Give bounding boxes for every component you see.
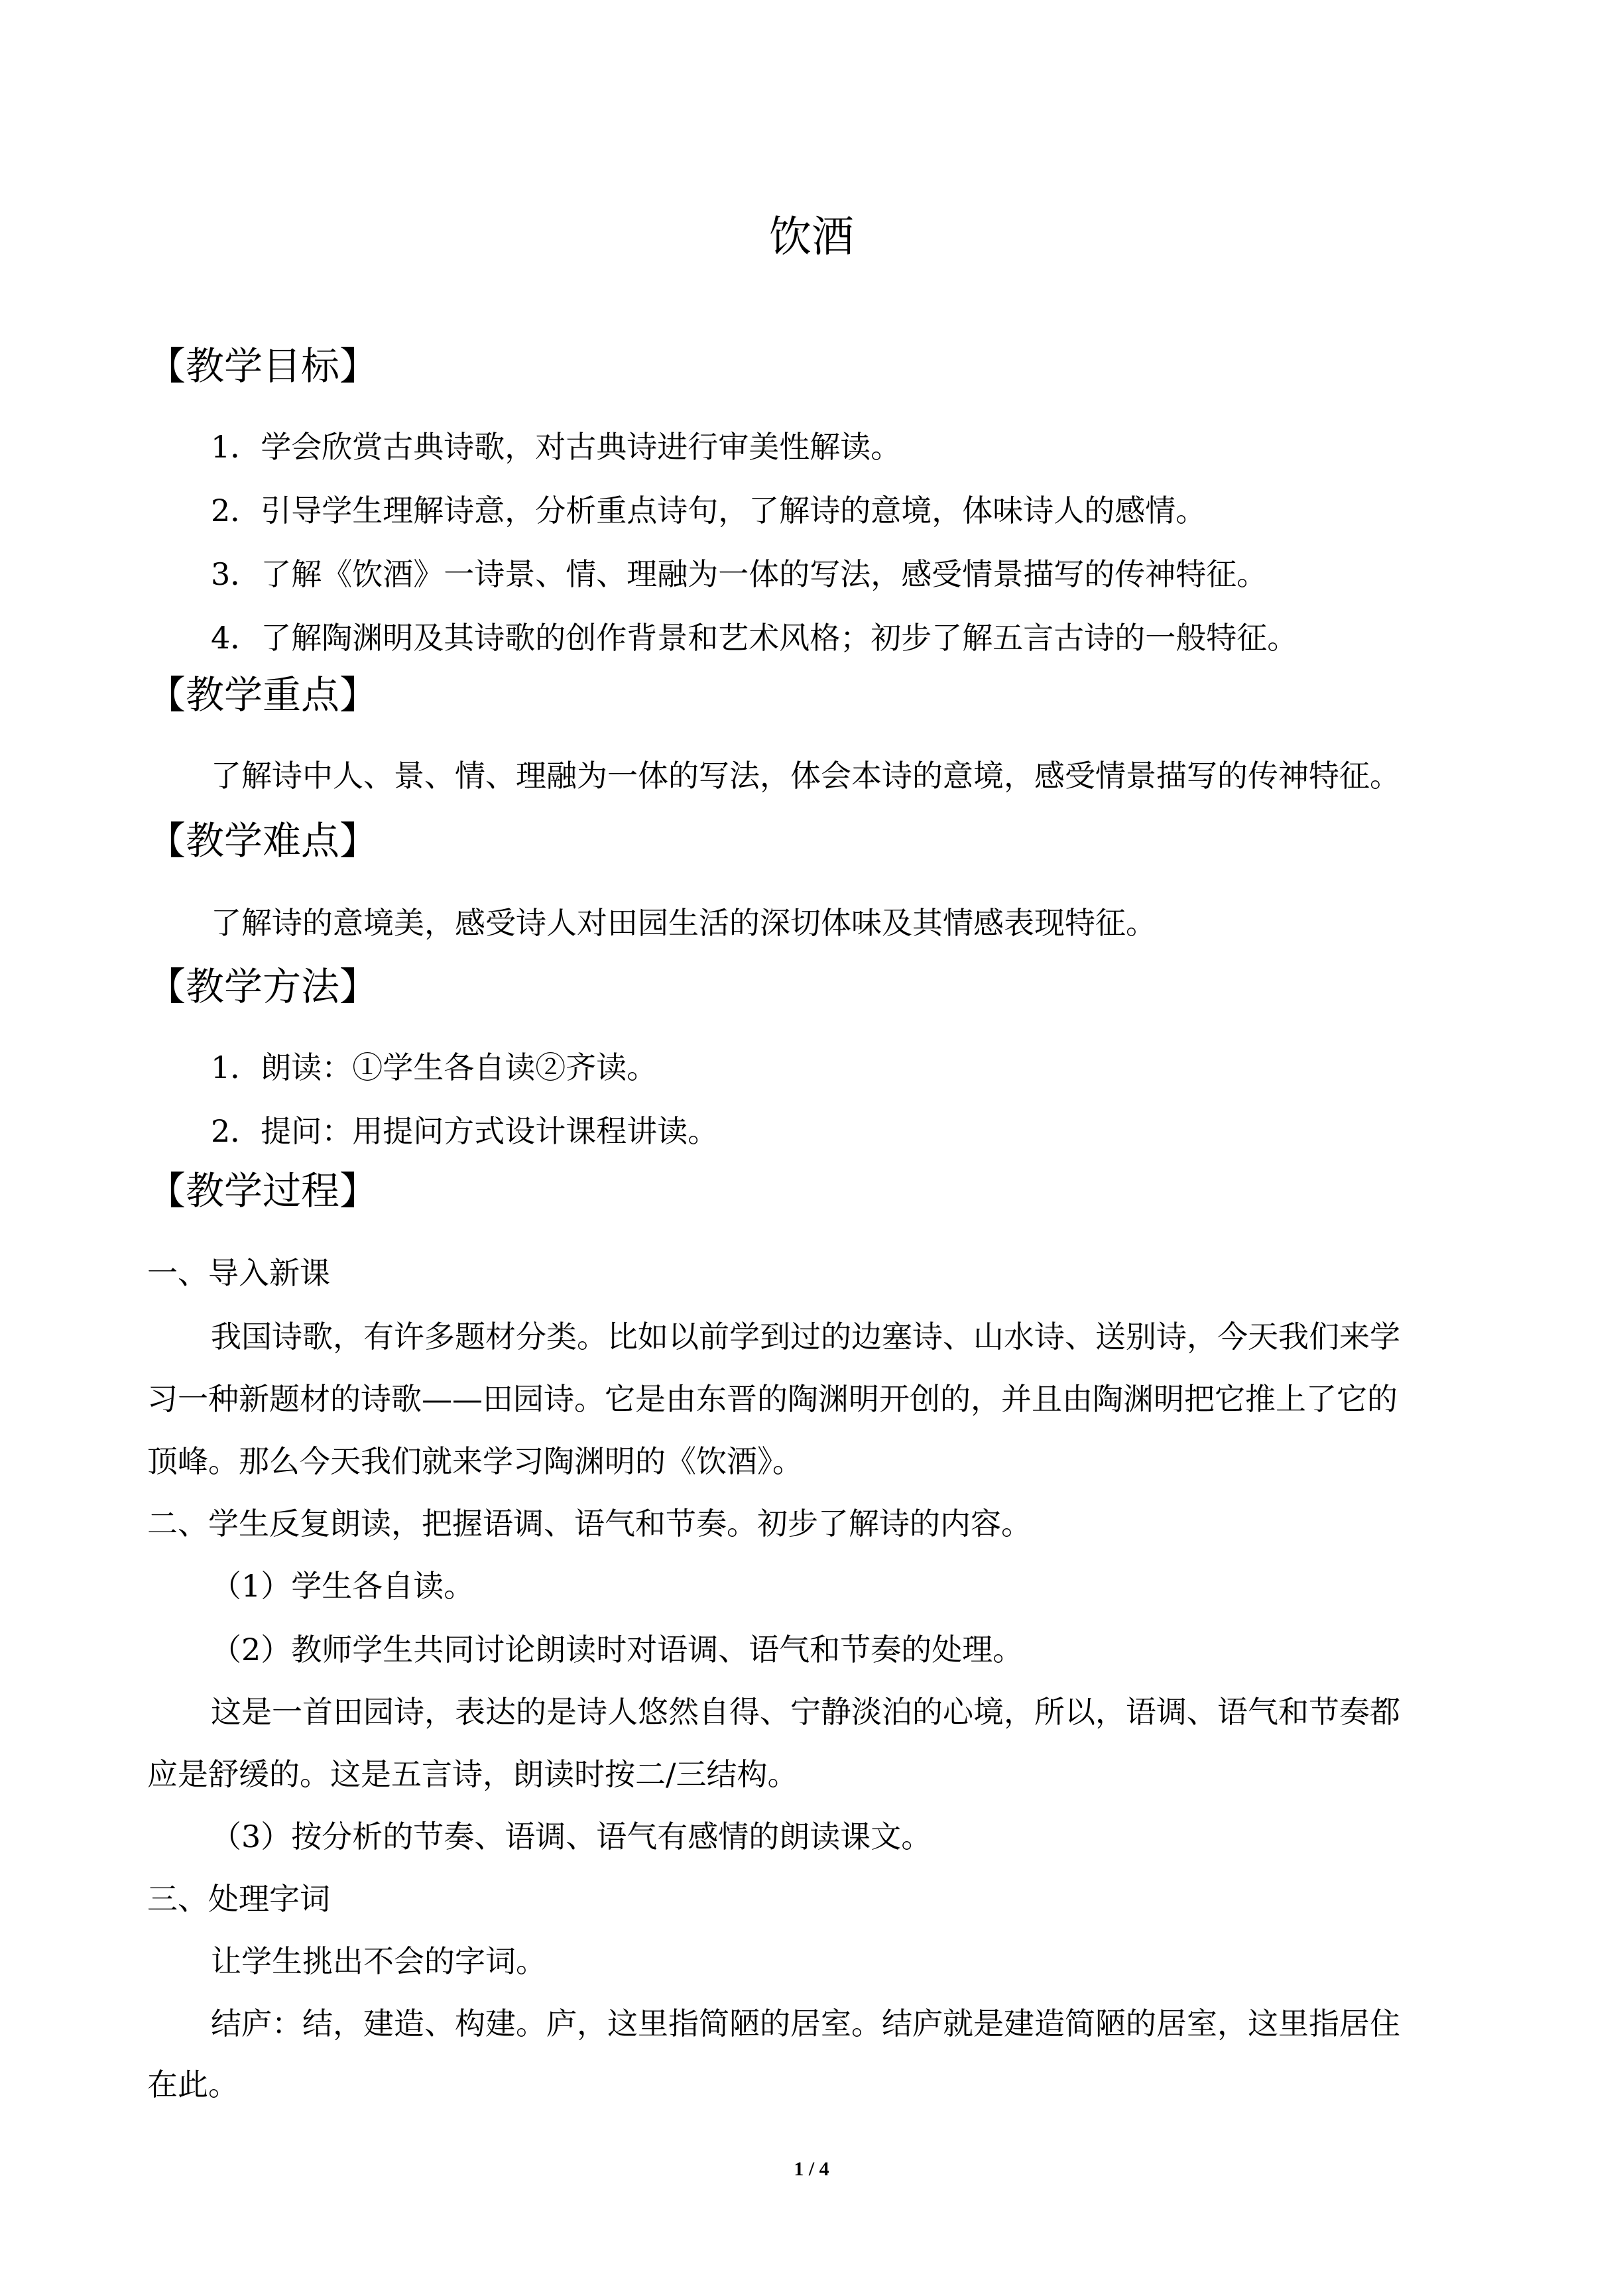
- section-heading-process: 【教学过程】: [147, 1168, 379, 1213]
- paragraph-line: 应是舒缓的。这是五言诗，朗读时按二/三结构。: [147, 1756, 798, 1792]
- section-heading-methods: 【教学方法】: [147, 964, 379, 1009]
- process-step-title: 三、处理字词: [147, 1881, 330, 1917]
- paragraph-line: 让学生挑出不会的字词。: [211, 1943, 546, 1979]
- paragraph-line: 顶峰。那么今天我们就来学习陶渊明的《饮酒》。: [147, 1443, 803, 1479]
- paragraph-line: 习一种新题材的诗歌——田园诗。它是由东晋的陶渊明开创的，并且由陶渊明把它推上了它的: [147, 1381, 1398, 1417]
- paragraph-line: 结庐：结，建造、构建。庐，这里指简陋的居室。结庐就是建造简陋的居室，这里指居住: [211, 2006, 1400, 2041]
- section-heading-key-points: 【教学重点】: [147, 672, 379, 717]
- process-step-title: 一、导入新课: [147, 1255, 330, 1291]
- paragraph-line: 在此。: [147, 2067, 239, 2102]
- process-substep: （1）学生各自读。: [211, 1568, 475, 1604]
- difficulties-text: 了解诗的意境美，感受诗人对田园生活的深切体味及其情感表现特征。: [211, 905, 1156, 941]
- goal-item: 2．引导学生理解诗意，分析重点诗句，了解诗的意境，体味诗人的感情。: [211, 493, 1207, 528]
- paragraph-line: 我国诗歌，有许多题材分类。比如以前学到过的边塞诗、山水诗、送别诗，今天我们来学: [211, 1319, 1400, 1355]
- process-step-title: 二、学生反复朗读，把握语调、语气和节奏。初步了解诗的内容。: [147, 1506, 1032, 1541]
- process-substep: （3）按分析的节奏、语调、语气有感情的朗读课文。: [211, 1819, 932, 1854]
- process-substep: （2）教师学生共同讨论朗读时对语调、语气和节奏的处理。: [211, 1632, 1024, 1667]
- goal-item: 4．了解陶渊明及其诗歌的创作背景和艺术风格；初步了解五言古诗的一般特征。: [211, 620, 1298, 656]
- page-number: 1 / 4: [794, 2158, 829, 2180]
- section-heading-difficulties: 【教学难点】: [147, 818, 379, 863]
- paragraph-line: 这是一首田园诗，表达的是诗人悠然自得、宁静淡泊的心境，所以，语调、语气和节奏都: [211, 1694, 1400, 1730]
- key-points-text: 了解诗中人、景、情、理融为一体的写法，体会本诗的意境，感受情景描写的传神特征。: [211, 758, 1400, 794]
- method-item: 1．朗读：①学生各自读②齐读。: [211, 1050, 658, 1085]
- goal-item: 1．学会欣赏古典诗歌，对古典诗进行审美性解读。: [211, 429, 902, 465]
- section-heading-goals: 【教学目标】: [147, 343, 379, 389]
- document-title: 饮酒: [769, 213, 854, 262]
- method-item: 2．提问：用提问方式设计课程讲读。: [211, 1113, 719, 1149]
- goal-item: 3．了解《饮酒》一诗景、情、理融为一体的写法，感受情景描写的传神特征。: [211, 556, 1268, 592]
